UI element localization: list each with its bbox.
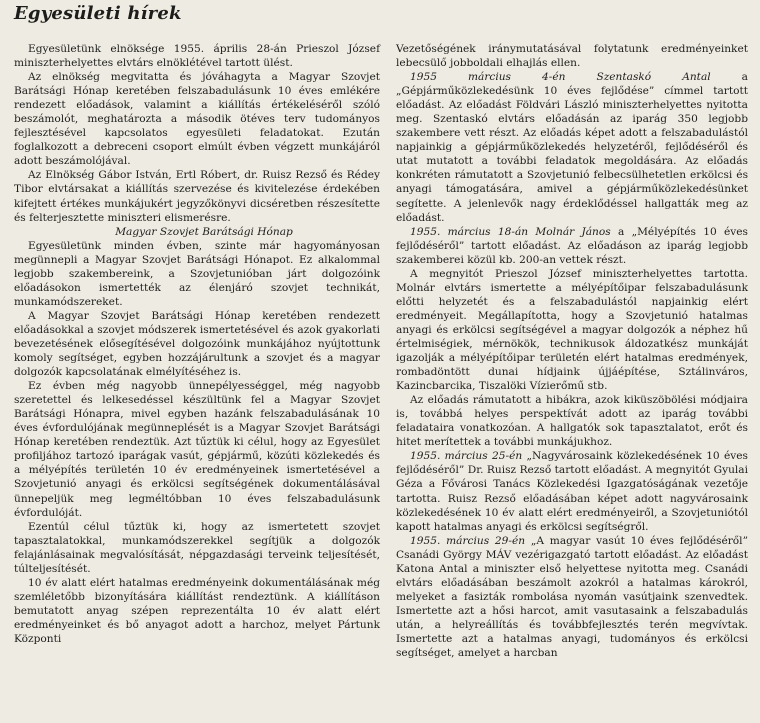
paragraph: Ez évben még nagyobb ünnepélyességgel, még nagyobb szeretettel és lelkesedéssel készültünk fel a Magyar Szovjet Barátsági Hónapra, mivel egyben hazánk felszabadulásának 10 éves évfordulójának megünneplését is a Magyar Szovjet Barátsági Hónap keretében rendeztük. Azt tűztük ki célul, hogy az Egyesület profiljához tartozó iparágak vasút, gépjármű, közúti közlekedés és a mélyépítés területén 10 év eredményeinek ismertetésével a Szovjetunió anyagi és erkölcsi segítségének dokumentálásával ünnepeljük meg legméltóbban 10 éves felszabadulásunk évfordulóját.: [14, 380, 380, 519]
paragraph: Az elnökség megvitatta és jóváhagyta a Magyar Szovjet Barátsági Hónap keretében felszabadulásunk 10 éves emlékére rendezett előadások, valamint a kiállítás értékeléséről szóló beszámolót, meghatározta a második ötéves terv tudományos fejlesztésével kapcsolatos egyesületi feladatokat. Ezután foglalkozott a debreceni csoport elmúlt évben végzett munkájáról adott beszámolójával.: [14, 71, 380, 168]
paragraph-text: a „Mélyépítés 10 éves fejlődéséről” tartott előadást. Az előadáson az iparág legjobb szakemberei közül kb. 200-an vettek részt.: [396, 225, 748, 266]
lecture-date-author: 1955 március 4-én Szentaskó Antal: [410, 71, 711, 84]
paragraph-text: „A magyar vasút 10 éves fejlődéséről” Csanádi György MÁV vezérigazgató tartott előadást. Az előadást Katona Antal a miniszter első helyettese nyitotta meg. Csanádi elvtárs előadásában beszámolt azokról a hatalmas károkról, melyeket a fasizták rombolása nyomán vasútjaink szenvedtek. Ismertette azt a hősi harcot, amit vasutasaink a felszabadulás után, a helyreállítás és továbbfejlesztés terén megvívtak. Ismertette azt a hatalmas anyagi, tudományos és erkölcsi segítséget, amelyet a harcban: [396, 534, 748, 660]
lecture-date: 1955. március 29-én: [410, 534, 526, 547]
paragraph-text: a „Gépjárműközlekedésünk 10 éves fejlődése” címmel tartott előadást. Az előadást Földvári László miniszterhelyettes nyitotta meg. Szentaskó elvtárs előadásán az iparág 350 legjobb szakembere vett részt. Az előadás képet adott a felszabadulástól napjainkig a gépjárműközlekedés helyzetéről, fejlődéséről és utat mutatott a további feladatok megoldására. Az előadás konkréten rámutatott a Szovjetunió felbecsülhetetlen erkölcsi és anyagi támogatására, amivel a gépjárműközlekedésünket segítette. A jelenlevők nagy érdeklődéssel hallgatták meg az előadást.: [396, 71, 748, 224]
section-subheading: Magyar Szovjet Barátsági Hónap: [115, 225, 293, 238]
paragraph: Egyesületünk elnöksége 1955. április 28-án Prieszol József miniszterhelyettes elvtárs elnöklétével tartott ülést.: [14, 43, 380, 70]
paragraph: [396, 225, 748, 267]
left-column: [14, 42, 380, 646]
lecture-date-author: 1955. március 18-án Molnár János: [410, 225, 611, 238]
page-title: Egyesületi hírek: [14, 3, 182, 24]
right-column: [396, 42, 748, 660]
paragraph: A Magyar Szovjet Barátsági Hónap keretében rendezett előadásokkal a szovjet módszerek ismertetésével és azok gyakorlati bevezetésének elősegítésével dolgozóink munkájához nyújtottunk komoly segítséget, egyben hozzájárultunk a szovjet és a magyar dolgozók kapcsolatának elmélyítéséhez is.: [14, 309, 380, 379]
paragraph: [396, 449, 748, 533]
paragraph: Vezetőségének iránymutatásával folytatunk eredményeinket lebecsülő jobboldali elhajlás ellen.: [396, 43, 748, 70]
paragraph: Ezentúl célul tűztük ki, hogy az ismertetett szovjet tapasztalatokkal, munkamódszerekkel segítjük a dolgozók felajánlásainak megvalósítását, népgazdasági terveink teljesítését, túlteljesítését.: [14, 520, 380, 575]
lecture-date: 1955. március 25-én: [410, 450, 523, 463]
paragraph: Egyesületünk minden évben, szinte már hagyományosan megünnepli a Magyar Szovjet Barátsági Hónapot. Ez alkalommal legjobb szakembereink, a Szovjetunióban járt dolgozóink előadásokon ismertették az élenjáró szovjet technikát, munkamódszereket.: [14, 239, 380, 308]
paragraph-text: „Nagyvárosaink közlekedésének 10 éves fejlődéséről” Dr. Ruisz Rezső tartott előadást. A megnyitót Gyulai Géza a Fővárosi Tanács Közlekedési Igazgatóságának vezetője tartotta. Ruisz Rezső előadásában képet adott nagyvárosaink közlekedésének 10 év alatt elért eredményeiről, a Szovjetuniótól kapott hatalmas anyagi és erkölcsi segítségről.: [396, 450, 748, 533]
paragraph: [396, 70, 748, 225]
paragraph: Az Elnökség Gábor István, Ertl Róbert, dr. Ruisz Rezső és Rédey Tibor elvtársakat a kiállítás szervezése és kivitelezése érdekében kifejtett értékes munkájukért jegyzőkönyvi dicséretben részesítette és felterjesztette miniszteri elismerésre.: [14, 169, 380, 224]
paragraph: [396, 534, 748, 660]
paragraph: 10 év alatt elért hatalmas eredményeink dokumentálásának még szemléletőbb bizonyítására kiállítást rendeztünk. A kiállításon bemutatott anyag szépen reprezentálta 10 év alatt elért eredményeinket és bő anyagot adott a harchoz, melyet Pártunk Központi: [14, 576, 380, 645]
paragraph: Az előadás rámutatott a hibákra, azok kiküszöbölési módjaira is, továbbá helyes perspektívát adott az iparág további feladataira vonatkozóan. A hallgatók sok tapasztalatot, erőt és hitet merítettek a további munkájukhoz.: [396, 394, 748, 449]
paragraph: A megnyitót Prieszol József miniszterhelyettes tartotta. Molnár elvtárs ismertette a mélyépítőipar felszabadulásunk előtti helyzetét és a felszabadulástól napjainkig elért eredményeit. Megállapította, hogy a Szovjetunió hatalmas anyagi és erkölcsi segítségével a magyar dolgozók a néphez hű értelmiségiek, mérnökök, technikusok áldozatkész munkáját igazolják a mélyépítőipar területén elért hatalmas eredmények, rombadöntött dunai hídjaink újjáépítése, Sztálinváros, Kazincbarcika, Tiszalöki Vízierőmű stb.: [396, 267, 748, 393]
